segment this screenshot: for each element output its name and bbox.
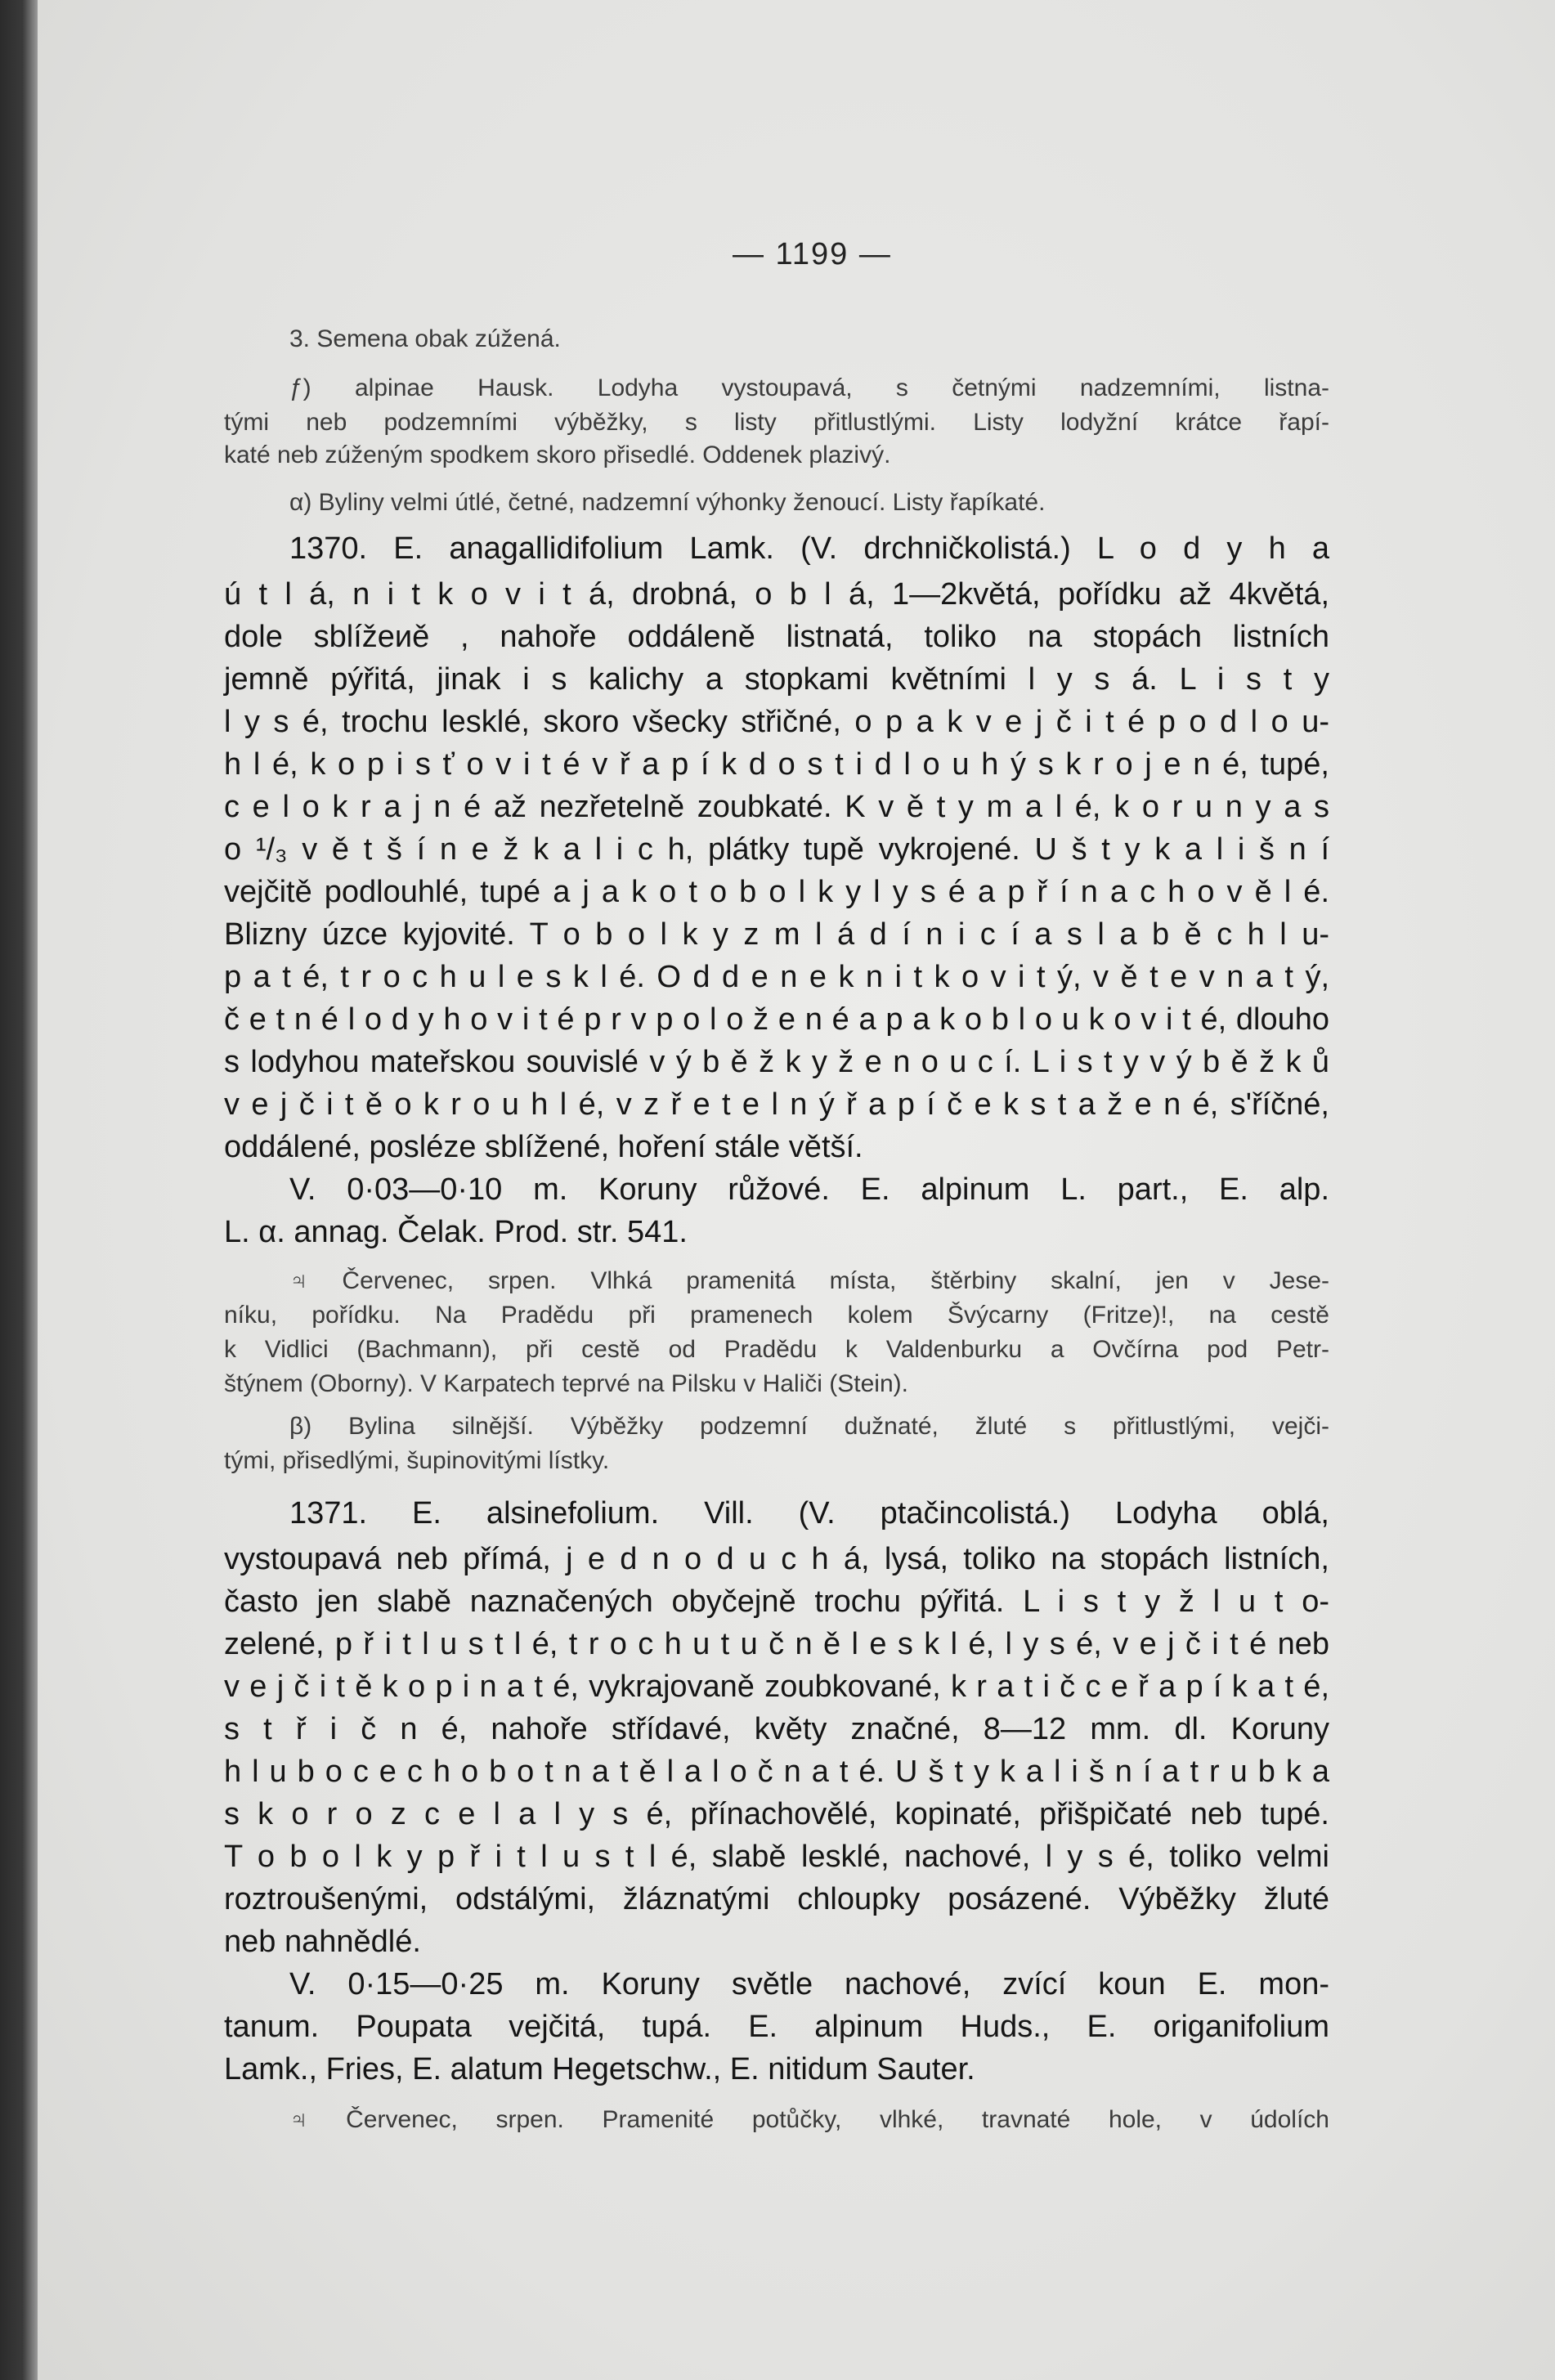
text-line: s k o r o z c e l a l y s é, přínachovělé, kopinaté, přišpičaté neb tupé. [224,1797,1329,1831]
text-line: p a t é, t r o c h u l e s k l é. O d d e n e k n i t k o v i t ý, v ě t e v n a t ý, [224,960,1329,994]
text-line: jemně pýřitá, jinak i s kalichy a stopkami květními l y s á. L i s t y [224,662,1329,697]
scan-binding-edge [0,0,38,2380]
species-heading-line: 1371. E. alsinefolium. Vill. (V. ptačincolistá.) Lodyha oblá, [289,1496,1329,1531]
text-line: v e j č i t ě o k r o u h l é, v z ř e t e l n ý ř a p í č e k s t a ž e n é, s'říčné, [224,1087,1329,1122]
text-line: často jen slabě naznačených obyčejně trochu pýřitá. L i s t y ž l u t o- [224,1584,1329,1619]
text-line: c e l o k r a j n é až nezřetelně zoubkaté. K v ě t y m a l é, k o r u n y a s [224,790,1329,824]
page-number: — 1199 — [733,237,892,271]
text-line: V. 0·15—0·25 m. Koruny světle nachové, zvící koun E. mon- [289,1967,1329,2001]
text-line: oddálené, posléze sblížené, hoření stále větší. [224,1130,863,1164]
document-page [38,0,1555,2380]
species-heading-line: 1370. E. anagallidifolium Lamk. (V. drchničkolistá.) L o d y h a [289,531,1329,566]
text-line: katé neb zúženým spodkem skoro přisedlé. Oddenek plazivý. [224,441,891,468]
text-line: l y s é, trochu lesklé, skoro všecky střičné, o p a k v e j č i t é p o d l o u- [224,705,1329,739]
text-line: 3. Semena obak zúžená. [289,325,561,352]
text-line: tanum. Poupata vejčitá, tupá. E. alpinum Huds., E. origanifolium [224,2010,1329,2044]
text-line: ú t l á, n i t k o v i t á, drobná, o b l á, 1—2květá, pořídku až 4květá, [224,577,1329,612]
text-line: níku, pořídku. Na Pradědu při pramenech kolem Švýcarny (Fritze)!, na cestě [224,1302,1329,1329]
text-line: v e j č i t ě k o p i n a t é, vykrajovaně zoubkované, k r a t i č c e ř a p í k a t é, [224,1670,1329,1704]
text-line: č e t n é l o d y h o v i t é p r v p o l o ž e n é a p a k o b l o u k o v i t é, dlouho [224,1002,1329,1037]
text-line: dole sblížeиě , nahoře oddáleně listnatá, toliko na stopách listních [224,620,1329,654]
text-line: vystoupavá neb přímá, j e d n o d u c h á, lysá, toliko na stopách listních, [224,1542,1329,1576]
text-line: ♃ Červenec, srpen. Vlhká pramenitá místa, štěrbiny skalní, jen v Jese- [289,1267,1329,1294]
text-line: s t ř i č n é, nahoře střídavé, květy značné, 8—12 mm. dl. Koruny [224,1712,1329,1746]
text-line: zelené, p ř i t l u s t l é, t r o c h u t u č n ě l e s k l é, l y s é, v e j č i t é neb [224,1627,1329,1661]
text-line: o ¹/₃ v ě t š í n e ž k a l i c h, plátky tupě vykrojené. U š t y k a l i š n í [224,832,1329,867]
text-line: T o b o l k y p ř i t l u s t l é, slabě lesklé, nachové, l y s é, toliko velmi [224,1840,1329,1874]
text-line: L. α. annag. Čelak. Prod. str. 541. [224,1215,688,1249]
text-line: ƒ) alpinae Hausk. Lodyha vystoupavá, s četnými nadzemními, listna- [289,374,1329,401]
text-line: α) Byliny velmi útlé, četné, nadzemní výhonky ženoucí. Listy řapíkaté. [289,489,1046,516]
text-line: Blizny úzce kyjovité. T o b o l k y z m l á d í n i c í a s l a b ě c h l u- [224,917,1329,952]
text-line: k Vidlici (Bachmann), při cestě od Pradědu k Valdenburku a Ovčírna pod Petr- [224,1336,1329,1363]
text-line: h l é, k o p i s ť o v i t é v ř a p í k d o s t i d l o u h ý s k r o j e n é, tupé, [224,747,1329,782]
text-line: tými neb podzemními výběžky, s listy přitlustlými. Listy lodyžní krátce řapí- [224,409,1329,436]
text-line: vejčitě podlouhlé, tupé a j a k o t o b o l k y l y s é a p ř í n a c h o v ě l é. [224,875,1329,909]
text-line: s lodyhou mateřskou souvislé v ý b ě ž k y ž e n o u c í. L i s t y v ý b ě ž k ů [224,1045,1329,1079]
text-line: ♃ Červenec, srpen. Pramenité potůčky, vlhké, travnaté hole, v údolích [289,2106,1329,2133]
text-line: h l u b o c e c h o b o t n a t ě l a l o č n a t é. U š t y k a l i š n í a t r u b k a [224,1755,1329,1789]
text-line: roztroušenými, odstálými, žláznatými chloupky posázené. Výběžky žluté [224,1882,1329,1916]
text-line: Lamk., Fries, E. alatum Hegetschw., E. nitidum Sauter. [224,2052,975,2086]
text-line: štýnem (Oborny). V Karpatech teprvé na Pilsku v Haliči (Stein). [224,1370,908,1397]
text-line: V. 0·03—0·10 m. Koruny růžové. E. alpinum L. part., E. alp. [289,1172,1329,1207]
text-line: neb nahnědlé. [224,1925,421,1959]
text-line: tými, přisedlými, šupinovitými lístky. [224,1447,610,1474]
text-line: β) Bylina silnější. Výběžky podzemní dužnaté, žluté s přitlustlými, vejči- [289,1413,1329,1440]
